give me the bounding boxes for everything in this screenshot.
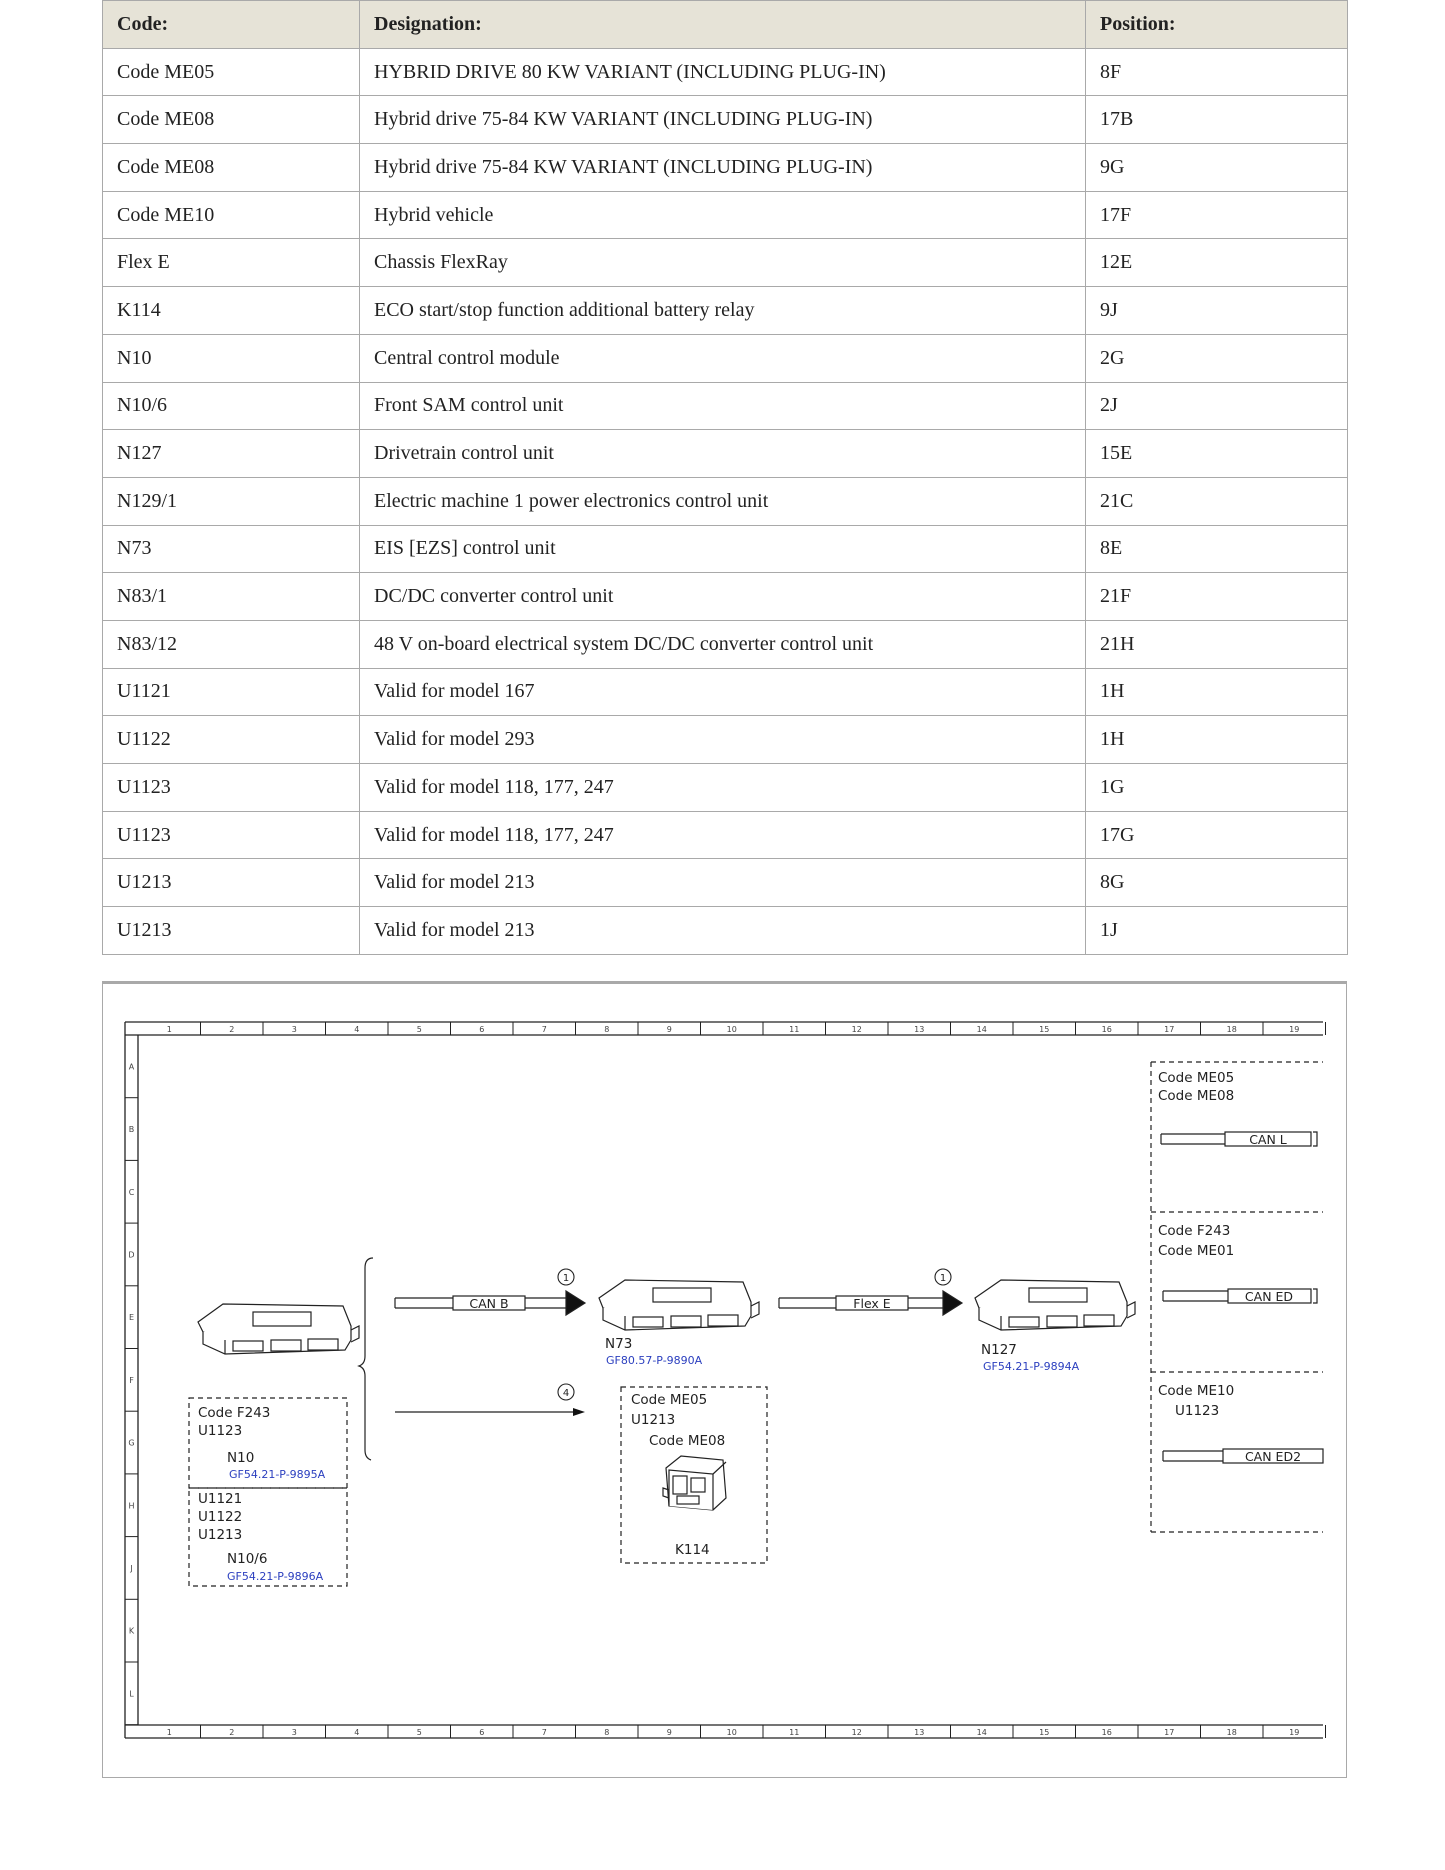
grid-column-label: 6 — [479, 1728, 485, 1737]
grid-column-label: 10 — [726, 1728, 737, 1737]
code-cell: N83/12 — [103, 620, 360, 668]
table-row — [103, 287, 1348, 335]
k114-label: K114 — [675, 1542, 710, 1558]
marker-4-label: 4 — [562, 1388, 570, 1399]
n73-module-icon — [599, 1280, 759, 1330]
grid-column-label: 3 — [291, 1025, 297, 1034]
position-cell: 8G — [1086, 859, 1348, 907]
code-cell: N127 — [103, 430, 360, 478]
flex-e-label: Flex E — [853, 1296, 891, 1311]
grid-frame — [125, 1022, 1323, 1738]
grid-row-label: K — [128, 1626, 135, 1636]
grid-row-labels — [125, 1062, 138, 1724]
grid-column-label: 13 — [914, 1025, 925, 1034]
code-cell: Code ME05 — [103, 48, 360, 96]
position-cell: 1J — [1086, 907, 1348, 955]
code-cell: N129/1 — [103, 477, 360, 525]
grid-column-label: 16 — [1101, 1025, 1112, 1034]
n127-ref-link[interactable]: GF54.21-P-9894A — [983, 1360, 1080, 1373]
codes-table — [102, 0, 1348, 955]
n10-code-line-2: U1123 — [198, 1423, 243, 1439]
table-row — [103, 764, 1348, 812]
position-cell: 15E — [1086, 430, 1348, 478]
header-designation: Designation: — [360, 1, 1086, 49]
grid-column-label: 8 — [604, 1728, 610, 1737]
grid-column-label: 11 — [789, 1728, 800, 1737]
designation-cell: Electric machine 1 power electronics control unit — [360, 477, 1086, 525]
right-bot-code-line-1: Code ME10 — [1158, 1383, 1235, 1399]
position-cell: 1H — [1086, 668, 1348, 716]
grid-row-label: F — [129, 1375, 134, 1385]
grid-column-label: 18 — [1226, 1025, 1237, 1034]
grid-row-label: E — [128, 1313, 135, 1323]
n10-code-line-1: Code F243 — [198, 1405, 271, 1421]
grid-column-label: 1 — [166, 1025, 172, 1034]
code-cell: Code ME08 — [103, 144, 360, 192]
n10-label: N10 — [227, 1450, 255, 1466]
marker-1-can-b-label: 1 — [562, 1273, 570, 1284]
grid-row-label: B — [128, 1125, 135, 1135]
code-cell: U1123 — [103, 811, 360, 859]
grid-row-label: J — [130, 1563, 133, 1573]
designation-cell: EIS [EZS] control unit — [360, 525, 1086, 573]
n10-ref-link[interactable]: GF54.21-P-9895A — [229, 1468, 326, 1481]
grid-row-label: A — [128, 1062, 135, 1072]
k114-code-line-1: Code ME05 — [631, 1392, 708, 1408]
designation-cell: Valid for model 213 — [360, 859, 1086, 907]
code-cell: N10 — [103, 334, 360, 382]
grid-column-label: 5 — [416, 1025, 422, 1034]
n127-module-icon — [975, 1280, 1135, 1330]
can-l-label: CAN L — [1249, 1132, 1287, 1147]
connection-brace — [359, 1258, 373, 1460]
grid-column-labels — [167, 1022, 1326, 1738]
table-row — [103, 144, 1348, 192]
table-row — [103, 668, 1348, 716]
code-cell: U1122 — [103, 716, 360, 764]
table-body — [103, 48, 1348, 954]
position-cell: 8E — [1086, 525, 1348, 573]
grid-column-label: 4 — [354, 1025, 360, 1034]
designation-cell: 48 V on-board electrical system DC/DC converter control unit — [360, 620, 1086, 668]
marker-1-flex-e-label: 1 — [939, 1273, 947, 1284]
grid-column-label: 11 — [789, 1025, 800, 1034]
grid-column-label: 13 — [914, 1728, 925, 1737]
grid-column-label: 7 — [541, 1728, 547, 1737]
code-cell: N83/1 — [103, 573, 360, 621]
table-row — [103, 477, 1348, 525]
grid-column-label: 15 — [1039, 1728, 1050, 1737]
k114-feed-arrow — [573, 1408, 585, 1416]
grid-column-label: 15 — [1039, 1025, 1050, 1034]
code-cell: U1213 — [103, 859, 360, 907]
n10-module-icon — [198, 1304, 359, 1354]
n10-6-ref-link[interactable]: GF54.21-P-9896A — [227, 1570, 324, 1583]
grid-column-label: 8 — [604, 1025, 610, 1034]
n10-6-code-line-1: U1121 — [198, 1491, 243, 1507]
designation-cell: Valid for model 293 — [360, 716, 1086, 764]
designation-cell: Valid for model 167 — [360, 668, 1086, 716]
code-cell: Code ME10 — [103, 191, 360, 239]
designation-cell: Valid for model 118, 177, 247 — [360, 811, 1086, 859]
table-row — [103, 382, 1348, 430]
table-row — [103, 48, 1348, 96]
n73-label: N73 — [605, 1336, 633, 1352]
can-l-bus — [1161, 1132, 1317, 1146]
table-row — [103, 334, 1348, 382]
table-row — [103, 811, 1348, 859]
grid-column-label: 6 — [479, 1025, 485, 1034]
n10-6-code-line-3: U1213 — [198, 1527, 243, 1543]
code-cell: Code ME08 — [103, 96, 360, 144]
header-position: Position: — [1086, 1, 1348, 49]
k114-code-line-2: U1213 — [631, 1412, 676, 1428]
grid-column-label: 14 — [976, 1728, 987, 1737]
table-header-row — [103, 1, 1348, 49]
grid-column-label: 3 — [291, 1728, 297, 1737]
designation-cell: Valid for model 118, 177, 247 — [360, 764, 1086, 812]
designation-cell: Central control module — [360, 334, 1086, 382]
code-cell: N10/6 — [103, 382, 360, 430]
designation-cell: Hybrid vehicle — [360, 191, 1086, 239]
grid-row-label: H — [128, 1501, 135, 1511]
grid-column-label: 1 — [166, 1728, 172, 1737]
code-cell: K114 — [103, 287, 360, 335]
header-code: Code: — [103, 1, 360, 49]
n73-ref-link[interactable]: GF80.57-P-9890A — [606, 1354, 703, 1367]
grid-column-label: 4 — [354, 1728, 360, 1737]
n10-6-label: N10/6 — [227, 1551, 268, 1567]
designation-cell: DC/DC converter control unit — [360, 573, 1086, 621]
table-row — [103, 191, 1348, 239]
grid-column-label: 5 — [416, 1728, 422, 1737]
code-cell: N73 — [103, 525, 360, 573]
grid-column-label: 12 — [851, 1025, 862, 1034]
designation-cell: Front SAM control unit — [360, 382, 1086, 430]
n127-label: N127 — [981, 1342, 1017, 1358]
designation-cell: Chassis FlexRay — [360, 239, 1086, 287]
position-cell: 17F — [1086, 191, 1348, 239]
grid-row-label: C — [128, 1187, 135, 1197]
right-top-code-line-1: Code ME05 — [1158, 1070, 1235, 1086]
position-cell: 2G — [1086, 334, 1348, 382]
table-row — [103, 716, 1348, 764]
position-cell: 1H — [1086, 716, 1348, 764]
can-b-label: CAN B — [469, 1296, 509, 1311]
position-cell: 1G — [1086, 764, 1348, 812]
can-ed-bus — [1163, 1289, 1317, 1303]
table-row — [103, 96, 1348, 144]
table-row — [103, 859, 1348, 907]
code-cell: Flex E — [103, 239, 360, 287]
grid-column-label: 12 — [851, 1728, 862, 1737]
wiring-diagram — [103, 984, 1345, 1778]
grid-row-label: G — [128, 1438, 135, 1448]
table-row — [103, 620, 1348, 668]
designation-cell: Drivetrain control unit — [360, 430, 1086, 478]
k114-code-line-3: Code ME08 — [649, 1433, 726, 1449]
right-top-code-line-2: Code ME08 — [1158, 1088, 1235, 1104]
grid-column-label: 16 — [1101, 1728, 1112, 1737]
wiring-diagram-frame — [102, 981, 1347, 1778]
position-cell: 8F — [1086, 48, 1348, 96]
position-cell: 17B — [1086, 96, 1348, 144]
position-cell: 17G — [1086, 811, 1348, 859]
position-cell: 21F — [1086, 573, 1348, 621]
position-cell: 2J — [1086, 382, 1348, 430]
n10-6-code-line-2: U1122 — [198, 1509, 243, 1525]
position-cell: 9J — [1086, 287, 1348, 335]
right-mid-code-line-1: Code F243 — [1158, 1223, 1231, 1239]
right-mid-code-line-2: Code ME01 — [1158, 1243, 1235, 1259]
right-bot-code-line-2: U1123 — [1175, 1403, 1220, 1419]
grid-column-label: 10 — [726, 1025, 737, 1034]
designation-cell: Valid for model 213 — [360, 907, 1086, 955]
grid-column-label: 14 — [976, 1025, 987, 1034]
table-row — [103, 907, 1348, 955]
table-row — [103, 525, 1348, 573]
position-cell: 9G — [1086, 144, 1348, 192]
position-cell: 12E — [1086, 239, 1348, 287]
position-cell: 21C — [1086, 477, 1348, 525]
grid-column-label: 19 — [1289, 1025, 1300, 1034]
grid-column-label: 17 — [1164, 1728, 1175, 1737]
grid-column-label: 7 — [541, 1025, 547, 1034]
grid-column-label: 9 — [666, 1025, 672, 1034]
grid-column-label: 9 — [666, 1728, 672, 1737]
can-ed-label: CAN ED — [1244, 1289, 1294, 1304]
code-cell: U1121 — [103, 668, 360, 716]
table-row — [103, 239, 1348, 287]
designation-cell: HYBRID DRIVE 80 KW VARIANT (INCLUDING PLUG-IN) — [360, 48, 1086, 96]
designation-cell: ECO start/stop function additional battery relay — [360, 287, 1086, 335]
designation-cell: Hybrid drive 75-84 KW VARIANT (INCLUDING PLUG-IN) — [360, 144, 1086, 192]
grid-column-label: 2 — [229, 1025, 235, 1034]
position-cell: 21H — [1086, 620, 1348, 668]
grid-column-label: 2 — [229, 1728, 235, 1737]
can-ed2-label: CAN ED2 — [1244, 1449, 1302, 1464]
table-row — [103, 430, 1348, 478]
designation-cell: Hybrid drive 75-84 KW VARIANT (INCLUDING PLUG-IN) — [360, 96, 1086, 144]
grid-row-label: D — [128, 1250, 135, 1260]
code-cell: U1213 — [103, 907, 360, 955]
k114-relay-icon — [663, 1456, 726, 1510]
grid-row-label: L — [129, 1689, 134, 1699]
table-row — [103, 573, 1348, 621]
grid-column-label: 19 — [1289, 1728, 1300, 1737]
code-cell: U1123 — [103, 764, 360, 812]
grid-column-label: 17 — [1164, 1025, 1175, 1034]
grid-column-label: 18 — [1226, 1728, 1237, 1737]
